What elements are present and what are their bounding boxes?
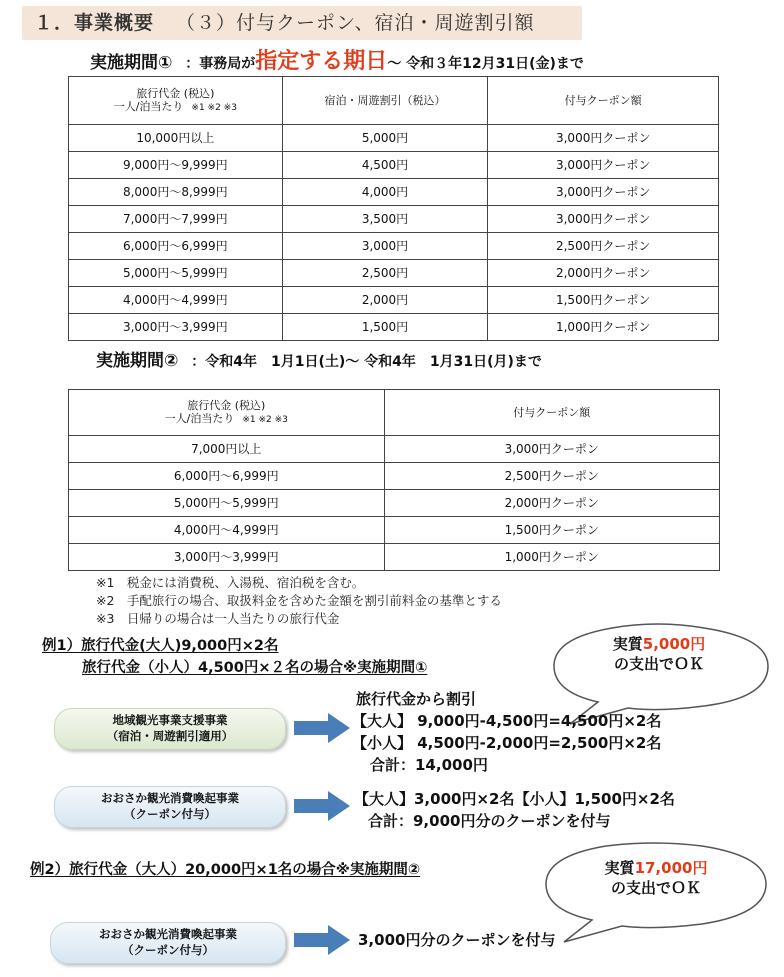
table-row [69,260,719,287]
table-row [69,463,720,490]
table-cell: 7,000円以上 [69,436,385,463]
table-cell: 3,000円クーポン [488,125,719,152]
table2-header-coupon: 付与クーポン額 [384,390,719,436]
table-cell: 4,500円 [282,152,488,179]
bubble2-prefix: 実質 [604,859,635,877]
table-cell: 1,000円クーポン [488,314,719,341]
coupon-calculation [354,788,675,832]
table-cell: 3,000円～3,999円 [69,544,385,571]
table2-header-price-line2: 一人/泊当たり [164,412,235,426]
discount-calculation [352,688,662,776]
table-cell: 6,000円～6,999円 [69,463,385,490]
coupon-table-period1 [68,76,719,341]
table-cell: 8,000円～8,999円 [69,179,283,206]
example2-program-line1: おおさか観光消費喚起事業 [99,927,237,941]
period1-label: 実施期間① [90,53,173,73]
bubble1-amount: 5,000円 [642,635,706,653]
table-row [69,152,719,179]
table-cell: 4,000円～4,999円 [69,517,385,544]
table-cell: 2,500円クーポン [384,463,719,490]
table-cell: 9,000円～9,999円 [69,152,283,179]
table-cell: 2,500円 [282,260,488,287]
table-row [69,179,719,206]
table-cell: 6,000円～6,999円 [69,233,283,260]
table-cell: 2,000円クーポン [488,260,719,287]
table-cell: 3,000円クーポン [384,436,719,463]
bubble1-text [574,634,744,674]
table-row [69,314,719,341]
program1-line2: （宿泊・周遊割引適用） [106,729,234,743]
arrow-shape [294,925,350,955]
footnote-1: ※1 税金には消費税、入湯税、宿泊税を含む。 [96,575,365,590]
period1-emphasis: 指定する期日 [255,49,388,74]
table-cell: 1,500円クーポン [384,517,719,544]
table-cell: 2,000円クーポン [384,490,719,517]
table-row [69,125,719,152]
program-coupon-pill-example2 [50,922,286,964]
bubble2-amount: 17,000円 [634,859,708,877]
footnote-2: ※2 手配旅行の場合、取扱料金を含めた金額を割引前料金の基準とする [96,593,502,608]
bubble2-text [566,858,746,898]
coupon-table-period2 [68,389,720,571]
table-cell: 2,000円 [282,287,488,314]
footnote-3: ※3 日帰りの場合は一人当たりの旅行代金 [96,611,340,626]
period1-prefix: ：事務局が [185,56,256,72]
table-row [69,206,719,233]
table-row [69,517,720,544]
table-cell: 10,000円以上 [69,125,283,152]
table-cell: 5,000円 [282,125,488,152]
table-row [69,287,719,314]
bubble1-line2: の支出でＯＫ [613,655,704,673]
table-cell: 7,000円～7,999円 [69,206,283,233]
program2-line1: おおさか観光消費喚起事業 [101,791,239,805]
table-row [69,233,719,260]
period1-suffix: ～ 令和３年12月31日(金)まで [387,56,584,72]
footnotes [96,574,502,628]
table2-header-price [69,390,385,436]
table1-header-price-note: ※1 ※2 ※3 [191,103,237,114]
table-cell: 3,500円 [282,206,488,233]
arrow-right-icon [294,712,352,744]
table-cell: 1,000円クーポン [384,544,719,571]
discount-adult: 【大人】 9,000円-4,500円=4,500円×2名 [352,712,662,730]
discount-title: 旅行代金から割引 [356,690,477,708]
table-cell: 3,000円クーポン [488,206,719,233]
discount-child: 【小人】 4,500円-2,000円=2,500円×2名 [352,734,662,752]
table-cell: 2,500円クーポン [488,233,719,260]
period1-line [90,44,584,75]
section-number-title: １．事業概要 [34,12,155,34]
table2-header-price-note: ※1 ※2 ※3 [242,415,288,426]
example2-coupon-text: 3,000円分のクーポンを付与 [358,931,556,949]
table-cell: 1,500円 [282,314,488,341]
table-row [69,544,720,571]
coupon-total: 合計：9,000円分のクーポンを付与 [368,812,611,830]
arrow-right-icon [294,790,352,822]
section-title [34,8,535,35]
arrow-shape [294,713,350,743]
table1-header-coupon: 付与クーポン額 [488,77,719,125]
example2-program-line2: （クーポン付与） [122,943,214,957]
arrow-shape [294,791,350,821]
table1-header-discount: 宿泊・周遊割引（税込） [282,77,488,125]
table-cell: 3,000円クーポン [488,152,719,179]
table-cell: 5,000円～5,999円 [69,260,283,287]
period2-line [96,346,542,371]
example1-line2: 旅行代金（小人）4,500円×２名の場合※実施期間① [82,660,428,676]
arrow-right-icon [294,924,352,956]
table-row [69,436,720,463]
table-cell: 3,000円～3,999円 [69,314,283,341]
example1-line1: 例1）旅行代金(大人)9,000円×2名 [42,638,279,654]
program-coupon-pill [54,786,286,828]
period2-label: 実施期間② [96,351,179,371]
table2-header-price-line1: 旅行代金 (税込) [187,399,266,412]
period2-text: ：令和4年 1月1日(土)～ 令和4年 1月31日(月)まで [191,354,542,370]
table-cell: 4,000円 [282,179,488,206]
table2-header-row [69,390,720,436]
table-cell: 5,000円～5,999円 [69,490,385,517]
section-subtitle: （３）付与クーポン、宿泊・周遊割引額 [176,12,535,34]
example2-line1: 例2）旅行代金（大人）20,000円×1名の場合※実施期間② [30,862,421,878]
table-cell: 3,000円 [282,233,488,260]
table-row [69,490,720,517]
table1-header-row [69,77,719,125]
table1-header-price [69,77,283,125]
program-discount-pill [54,708,286,750]
program2-line2: （クーポン付与） [124,807,216,821]
table-cell: 4,000円～4,999円 [69,287,283,314]
program1-line1: 地域観光事業支援事業 [112,713,228,727]
table-cell: 3,000円クーポン [488,179,719,206]
coupon-line: 【大人】3,000円×2名【小人】1,500円×2名 [354,790,675,808]
table1-header-price-line2: 一人/泊当たり [113,100,184,114]
discount-total: 合計：14,000円 [370,756,488,774]
table1-header-price-line1: 旅行代金 (税込) [136,87,215,100]
bubble2-line2: の支出でＯＫ [610,879,701,897]
bubble1-prefix: 実質 [612,635,643,653]
table-cell: 1,500円クーポン [488,287,719,314]
